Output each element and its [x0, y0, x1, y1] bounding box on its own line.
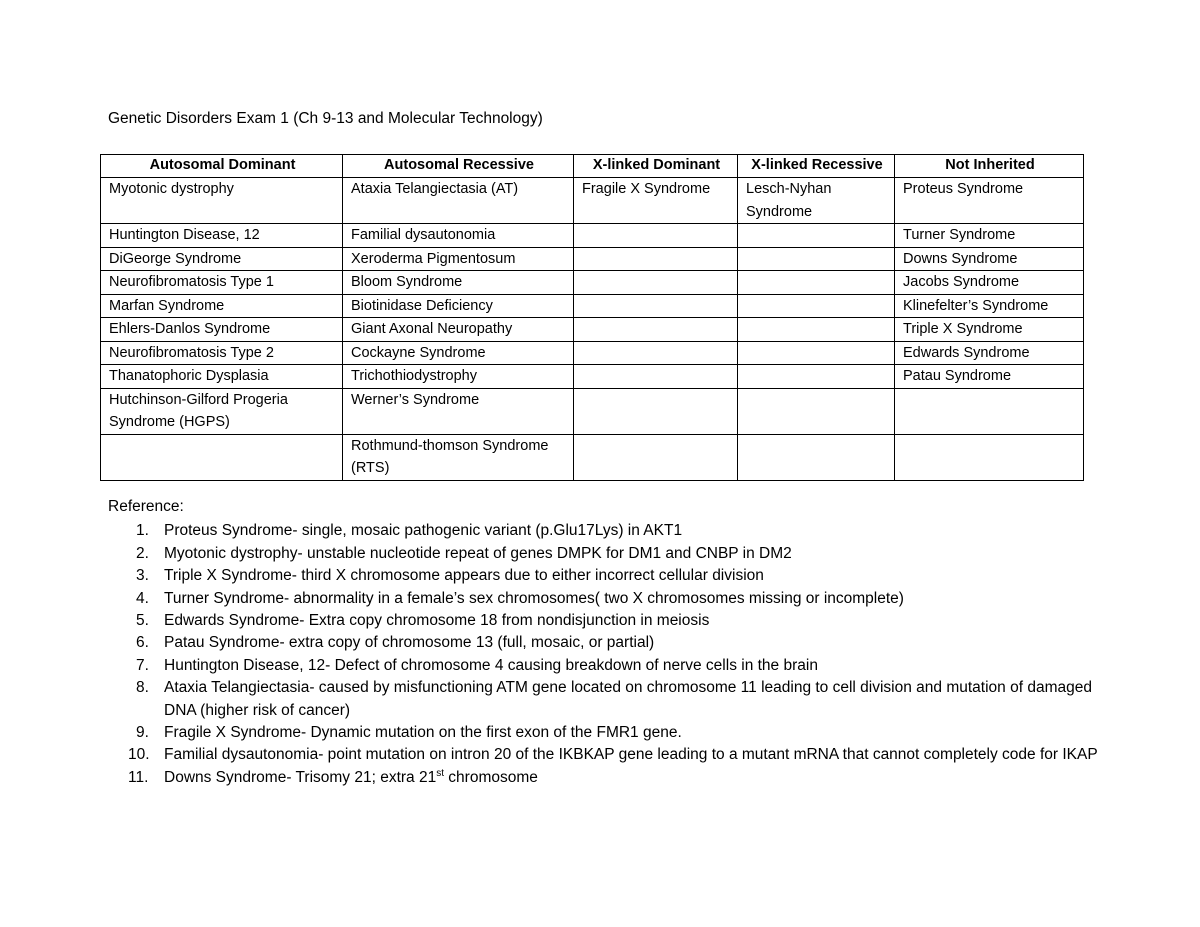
list-item-number: 3. [136, 567, 149, 585]
list-item [108, 655, 1108, 677]
table-cell: Neurofibromatosis Type 1 [101, 271, 343, 295]
table-cell: Rothmund-thomson Syndrome (RTS) [343, 434, 574, 480]
table-cell: Bloom Syndrome [343, 271, 574, 295]
list-item-text: Huntington Disease, 12- Defect of chromosome 4 causing breakdown of nerve cells in the brain [164, 656, 818, 674]
table-cell [101, 434, 343, 480]
table-cell: Biotinidase Deficiency [343, 294, 574, 318]
table-cell: Werner’s Syndrome [343, 388, 574, 434]
table-row [101, 341, 1084, 365]
table-cell [574, 271, 738, 295]
list-item-number: 10. [128, 746, 150, 764]
table-cell [574, 434, 738, 480]
list-item-number: 5. [136, 612, 149, 630]
reference-section [108, 496, 1108, 789]
list-item-number: 7. [136, 656, 149, 674]
table-cell: Triple X Syndrome [895, 318, 1084, 342]
list-item-text-after: chromosome [444, 768, 538, 786]
list-item-text: Fragile X Syndrome- Dynamic mutation on the first exon of the FMR1 gene. [164, 724, 682, 742]
table-cell [574, 388, 738, 434]
table-cell: Hutchinson-Gilford Progeria Syndrome (HGPS) [101, 388, 343, 434]
table-row [101, 365, 1084, 389]
table-cell [574, 341, 738, 365]
table-cell: Edwards Syndrome [895, 341, 1084, 365]
table-cell: Downs Syndrome [895, 247, 1084, 271]
list-item-number: 9. [136, 724, 149, 742]
table-cell [738, 365, 895, 389]
table-cell [895, 434, 1084, 480]
table-cell: DiGeorge Syndrome [101, 247, 343, 271]
list-item-text: Myotonic dystrophy- unstable nucleotide repeat of genes DMPK for DM1 and CNBP in DM2 [164, 544, 792, 562]
table-cell [738, 341, 895, 365]
table-cell: Cockayne Syndrome [343, 341, 574, 365]
list-item [108, 588, 1108, 610]
table-row [101, 271, 1084, 295]
table-cell: Thanatophoric Dysplasia [101, 365, 343, 389]
list-item [108, 677, 1108, 722]
header-x-linked-dominant: X-linked Dominant [574, 155, 738, 178]
table-cell [738, 434, 895, 480]
table-cell [574, 294, 738, 318]
table-cell [738, 247, 895, 271]
table-cell: Giant Axonal Neuropathy [343, 318, 574, 342]
table-cell: Klinefelter’s Syndrome [895, 294, 1084, 318]
table-row [101, 434, 1084, 480]
table-cell: Fragile X Syndrome [574, 178, 738, 224]
table-row [101, 388, 1084, 434]
header-autosomal-dominant: Autosomal Dominant [101, 155, 343, 178]
document-title: Genetic Disorders Exam 1 (Ch 9-13 and Molecular Technology) [108, 110, 543, 127]
table-cell [738, 294, 895, 318]
list-item-text: Turner Syndrome- abnormality in a female’s sex chromosomes( two X chromosomes missing or incomplete) [164, 589, 904, 607]
table-cell: Patau Syndrome [895, 365, 1084, 389]
table-cell: Jacobs Syndrome [895, 271, 1084, 295]
table-cell: Trichothiodystrophy [343, 365, 574, 389]
table-cell [574, 247, 738, 271]
table-cell [574, 365, 738, 389]
list-item [108, 543, 1108, 565]
header-x-linked-recessive: X-linked Recessive [738, 155, 895, 178]
list-item-text-before: Downs Syndrome- Trisomy 21; extra 21 [164, 768, 437, 786]
table-cell [738, 271, 895, 295]
reference-list [108, 520, 1108, 789]
table-cell [574, 224, 738, 248]
list-item [108, 744, 1108, 766]
reference-heading: Reference: [108, 498, 184, 515]
list-item [108, 722, 1108, 744]
table-cell: Xeroderma Pigmentosum [343, 247, 574, 271]
list-item-number: 8. [136, 679, 149, 697]
table-cell [895, 388, 1084, 434]
table-row [101, 224, 1084, 248]
list-item-text: Patau Syndrome- extra copy of chromosome 13 (full, mosaic, or partial) [164, 634, 655, 652]
list-item-text: Proteus Syndrome- single, mosaic pathogenic variant (p.Glu17Lys) in AKT1 [164, 522, 683, 540]
table-cell [738, 388, 895, 434]
table-row [101, 294, 1084, 318]
list-item [108, 632, 1108, 654]
table-cell [574, 318, 738, 342]
list-item-text: Ataxia Telangiectasia- caused by misfunctioning ATM gene located on chromosome 11 leading to cell division and mutation of damaged DNA (higher risk of cancer) [164, 679, 1092, 719]
table-row [101, 318, 1084, 342]
list-item-text: Edwards Syndrome- Extra copy chromosome 18 from nondisjunction in meiosis [164, 612, 710, 630]
list-item-number: 6. [136, 634, 149, 652]
list-item-text: Familial dysautonomia- point mutation on intron 20 of the IKBKAP gene leading to a mutant mRNA that cannot completely code for IKAP [164, 746, 1098, 764]
table-cell [738, 318, 895, 342]
table-cell: Turner Syndrome [895, 224, 1084, 248]
table-row [101, 178, 1084, 224]
table-cell: Lesch-Nyhan Syndrome [738, 178, 895, 224]
list-item [108, 767, 1108, 789]
table-cell: Myotonic dystrophy [101, 178, 343, 224]
table-cell: Ehlers-Danlos Syndrome [101, 318, 343, 342]
ordinal-superscript: st [436, 767, 444, 779]
list-item [108, 520, 1108, 542]
list-item-text: Triple X Syndrome- third X chromosome appears due to either incorrect cellular division [164, 567, 764, 585]
table-cell: Marfan Syndrome [101, 294, 343, 318]
list-item [108, 610, 1108, 632]
table-cell: Ataxia Telangiectasia (AT) [343, 178, 574, 224]
list-item-number: 1. [136, 522, 149, 540]
table-cell: Huntington Disease, 12 [101, 224, 343, 248]
disorders-table [100, 154, 1084, 481]
table-cell: Neurofibromatosis Type 2 [101, 341, 343, 365]
table-header-row [101, 155, 1084, 178]
header-autosomal-recessive: Autosomal Recessive [343, 155, 574, 178]
table-cell [738, 224, 895, 248]
list-item-number: 4. [136, 589, 149, 607]
table-row [101, 247, 1084, 271]
list-item-text [164, 769, 538, 786]
list-item-number: 11. [128, 768, 149, 786]
header-not-inherited: Not Inherited [895, 155, 1084, 178]
table-cell: Proteus Syndrome [895, 178, 1084, 224]
list-item [108, 565, 1108, 587]
list-item-number: 2. [136, 544, 149, 562]
table-cell: Familial dysautonomia [343, 224, 574, 248]
